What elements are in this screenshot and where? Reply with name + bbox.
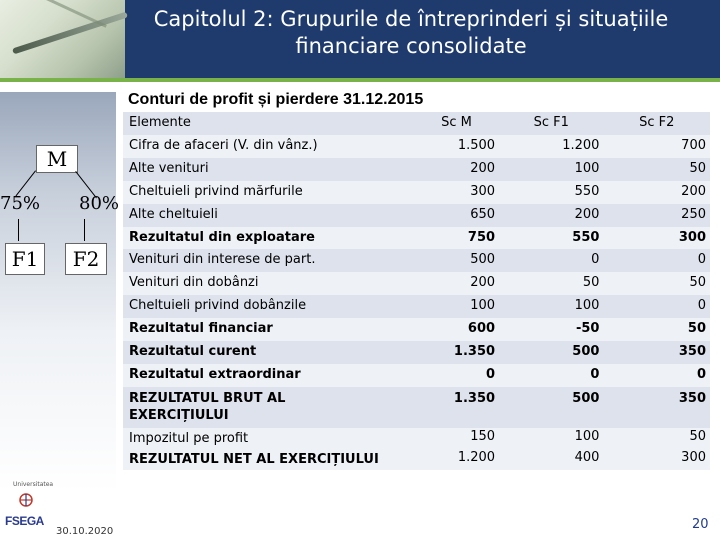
- value-sc-f1: 1.200: [499, 135, 603, 158]
- value-sc-m: 1.500: [414, 135, 499, 158]
- row-label-tax: Impozitul pe profit: [129, 430, 249, 446]
- value-sc-m: 1.350: [414, 387, 499, 428]
- value-sc-m: 650: [414, 204, 499, 227]
- value-net-f1: 400: [574, 449, 600, 465]
- table-subtitle: Conturi de profit și pierdere 31.12.2015: [128, 91, 424, 108]
- value-sc-f2: [603, 428, 710, 470]
- value-sc-f2: 50: [603, 272, 710, 295]
- logo-emblem-icon: [14, 492, 38, 508]
- value-sc-m: [414, 428, 499, 470]
- value-sc-f2: 250: [603, 204, 710, 227]
- header-sc-m: Sc M: [414, 112, 499, 135]
- value-sc-f2: 350: [603, 387, 710, 428]
- value-sc-f1: 50: [499, 272, 603, 295]
- row-label-net-result: REZULTATUL NET AL EXERCIȚIULUI: [129, 451, 379, 467]
- value-sc-f2: 0: [603, 364, 710, 387]
- value-tax-f1: 100: [574, 428, 600, 444]
- value-tax-m: 150: [470, 428, 496, 444]
- header-sc-f1: Sc F1: [499, 112, 603, 135]
- table-row: [123, 249, 710, 272]
- link-line-f2: [84, 219, 85, 241]
- share-label-1: 75%: [0, 193, 41, 214]
- value-sc-m: 1.350: [414, 341, 499, 364]
- row-label: Rezultatul financiar: [123, 318, 414, 341]
- row-label: Rezultatul curent: [123, 341, 414, 364]
- value-tax-f2: 50: [689, 428, 706, 444]
- value-sc-f2: 0: [603, 295, 710, 318]
- value-sc-m: 0: [414, 364, 499, 387]
- child-node-f1: F1: [5, 243, 45, 275]
- value-sc-f1: 0: [499, 364, 603, 387]
- row-label-line-1: REZULTATUL BRUT AL: [129, 391, 286, 407]
- row-label: [123, 387, 414, 428]
- row-label: Rezultatul din exploatare: [123, 227, 414, 250]
- row-label: Alte cheltuieli: [123, 204, 414, 227]
- value-sc-f2: 0: [603, 249, 710, 272]
- table-row: [123, 428, 710, 470]
- row-label: Cheltuieli privind dobânzile: [123, 295, 414, 318]
- row-label: Venituri din dobânzi: [123, 272, 414, 295]
- table-row: [123, 364, 710, 387]
- header-sc-f2: Sc F2: [603, 112, 710, 135]
- table-row: [123, 135, 710, 158]
- table-row: [123, 341, 710, 364]
- value-sc-m: 200: [414, 272, 499, 295]
- row-label: Rezultatul extraordinar: [123, 364, 414, 387]
- value-sc-m: 300: [414, 181, 499, 204]
- header-accent-stripe: [0, 78, 720, 82]
- link-line-f1: [18, 219, 19, 241]
- table-row: [123, 272, 710, 295]
- value-sc-m: 750: [414, 227, 499, 250]
- value-sc-f1: 100: [499, 295, 603, 318]
- row-label: Cheltuieli privind mărfurile: [123, 181, 414, 204]
- share-label-2: 80%: [79, 193, 120, 214]
- table-row: [123, 227, 710, 250]
- profit-loss-table: [123, 112, 710, 470]
- logo-caption: Universitatea: [13, 481, 54, 488]
- header-photo: [0, 0, 125, 78]
- slide-header: [0, 0, 720, 78]
- value-sc-f1: [499, 428, 603, 470]
- value-sc-m: 100: [414, 295, 499, 318]
- value-sc-f1: -50: [499, 318, 603, 341]
- row-label: [123, 428, 414, 470]
- value-sc-m: 500: [414, 249, 499, 272]
- value-sc-m: 600: [414, 318, 499, 341]
- value-sc-f2: 50: [603, 318, 710, 341]
- row-label: Venituri din interese de part.: [123, 249, 414, 272]
- value-net-f2: 300: [681, 449, 706, 465]
- table-row: [123, 295, 710, 318]
- slide-date: 30.10.2020: [56, 526, 114, 537]
- table-row: [123, 158, 710, 181]
- value-sc-f1: 0: [499, 249, 603, 272]
- value-sc-f2: 200: [603, 181, 710, 204]
- child-node-f2: F2: [65, 243, 107, 275]
- table-header-row: [123, 112, 710, 135]
- row-label: Cifra de afaceri (V. din vânz.): [123, 135, 414, 158]
- value-sc-f1: 500: [499, 341, 603, 364]
- pen-graphic: [12, 12, 128, 55]
- table-row: [123, 387, 710, 428]
- value-sc-f2: 350: [603, 341, 710, 364]
- page-number: 20: [692, 517, 709, 532]
- pen-shadow-graphic: [33, 0, 107, 28]
- header-elemente: Elemente: [123, 112, 414, 135]
- value-sc-f1: 500: [499, 387, 603, 428]
- value-sc-f2: 700: [603, 135, 710, 158]
- value-sc-f1: 100: [499, 158, 603, 181]
- row-label-line-2: EXERCIȚIULUI: [129, 408, 229, 424]
- title-line-2: financiare consolidate: [295, 34, 527, 58]
- value-sc-f1: 200: [499, 204, 603, 227]
- value-net-m: 1.200: [457, 449, 496, 465]
- value-sc-m: 200: [414, 158, 499, 181]
- fsega-logo: [5, 478, 54, 533]
- value-sc-f2: 50: [603, 158, 710, 181]
- value-sc-f1: 550: [499, 181, 603, 204]
- logo-text: FSEGA: [5, 514, 44, 528]
- table-row: [123, 181, 710, 204]
- value-sc-f2: 300: [603, 227, 710, 250]
- slide-title: [116, 6, 706, 60]
- parent-node: M: [36, 145, 78, 173]
- value-sc-f1: 550: [499, 227, 603, 250]
- table-row: [123, 318, 710, 341]
- row-label: Alte venituri: [123, 158, 414, 181]
- title-line-1: Capitolul 2: Grupurile de întreprinderi și situațiile: [153, 7, 669, 31]
- table-row: [123, 204, 710, 227]
